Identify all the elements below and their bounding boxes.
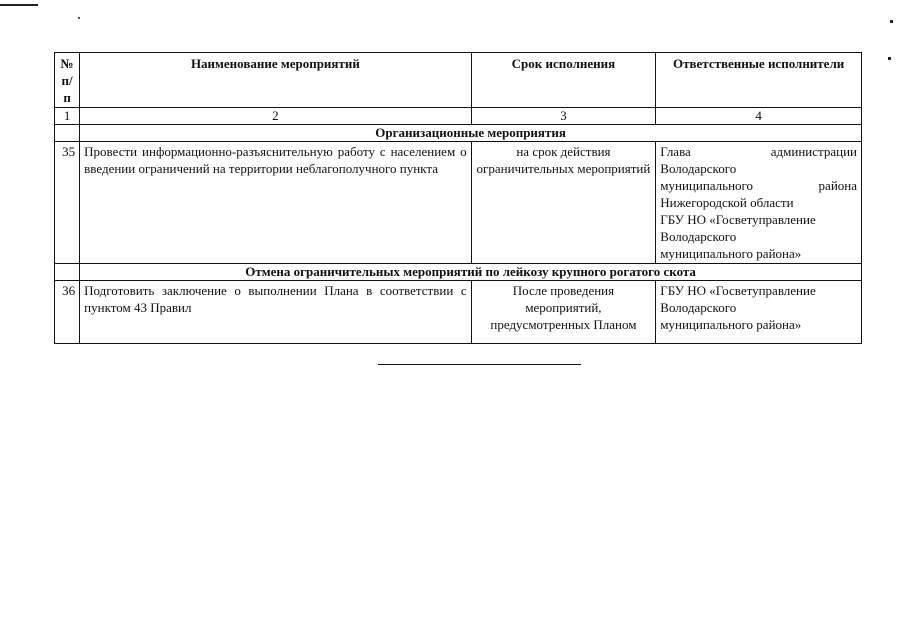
column-index: 4: [656, 108, 862, 125]
document-end-rule: [378, 364, 581, 365]
section-title: Отмена ограничительных мероприятий по лейкозу крупного рогатого скота: [80, 264, 862, 281]
row-number: 35: [55, 142, 80, 264]
column-index-row: [55, 108, 862, 125]
section-title: Организационные мероприятия: [80, 125, 862, 142]
responsible-line: муниципального района»: [660, 246, 802, 261]
column-index: 1: [55, 108, 80, 125]
measures-table: [54, 52, 862, 344]
table-row: [55, 281, 862, 344]
section-spacer: [55, 125, 80, 142]
scan-speck: [78, 17, 80, 19]
row-number: 36: [55, 281, 80, 344]
measure-responsible: [656, 142, 862, 264]
responsible-line: Нижегородской области: [660, 195, 794, 210]
header-name: Наименование мероприятий: [80, 53, 471, 108]
column-index: 2: [80, 108, 471, 125]
header-term: Срок исполнения: [471, 53, 656, 108]
measure-name: Провести информационно-разъяснительную работу с населением о введении ограничений на территории неблагополучного пункта: [80, 142, 471, 264]
header-num: № п/п: [55, 53, 80, 108]
measure-term: После проведения мероприятий, предусмотренных Планом: [471, 281, 656, 344]
table-row: [55, 142, 862, 264]
measure-term: на срок действия ограничительных мероприятий: [471, 142, 656, 264]
responsible-line: Глава администрации: [660, 144, 857, 159]
section-row: [55, 264, 862, 281]
table-header-row: [55, 53, 862, 108]
responsible-line: муниципального района»: [660, 317, 802, 332]
measure-responsible: [656, 281, 862, 344]
responsible-line: Володарского: [660, 161, 737, 176]
scan-speck: [890, 20, 893, 23]
section-spacer: [55, 264, 80, 281]
responsible-line: Володарского: [660, 229, 737, 244]
scan-speck: [888, 57, 891, 60]
measure-name: Подготовить заключение о выполнении Плана в соответствии с пунктом 43 Правил: [80, 281, 471, 344]
scan-edge-mark: [0, 4, 38, 6]
section-row: [55, 125, 862, 142]
responsible-line: ГБУ НО «Госветуправление: [660, 212, 816, 227]
responsible-line: муниципального района: [660, 178, 857, 193]
header-responsible: Ответственные исполнители: [656, 53, 862, 108]
responsible-line: Володарского: [660, 300, 737, 315]
responsible-line: ГБУ НО «Госветуправление: [660, 283, 816, 298]
column-index: 3: [471, 108, 656, 125]
